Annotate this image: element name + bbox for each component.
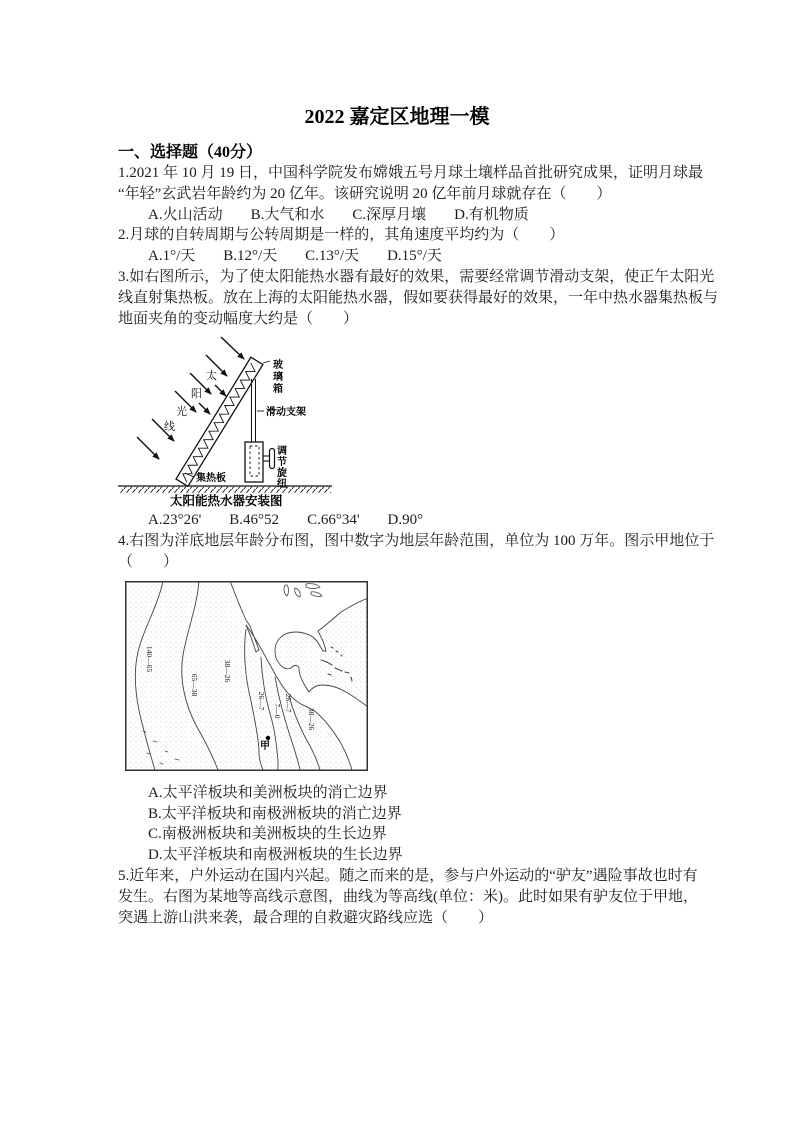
option-c: C.南极洲板块和美洲板块的生长边界	[148, 826, 387, 843]
adjuster-base-box	[245, 442, 275, 482]
question-5	[118, 866, 698, 928]
ray-char: 光	[176, 406, 187, 419]
band-label: 7—0	[273, 703, 282, 719]
question-text-line: 线直射集热板。放在上海的太阳能热水器，假如要获得最好的效果，一年中热水器集热板与	[118, 289, 719, 306]
question-text-line: 4.右图为洋底地层年龄分布图，图中数字为地层年龄范围，单位为 100 万年。图示甲地位于	[118, 533, 715, 550]
adjust-knob	[263, 449, 275, 469]
svg-text:纽: 纽	[277, 479, 287, 491]
question-text-line: 3.如右图所示，为了使太阳能热水器有最好的效果，需要经常调节滑动支架，使正午太阳光	[118, 268, 715, 285]
question-text-line: “年轻”玄武岩年龄约为 20 亿年。该研究说明 20 亿年前月球就存在（ ）	[118, 185, 612, 202]
point-jia-dot	[266, 736, 270, 740]
question-text-line: 5.近年来，户外运动在国内兴起。随之而来的是，参与户外运动的“驴友”遇险事故也时有	[118, 867, 698, 884]
band-label: 38—26	[223, 659, 232, 683]
sliding-bracket-pole	[252, 379, 256, 442]
option-a: A.太平洋板块和美洲板块的消亡边界	[148, 784, 388, 801]
solar-figure-caption: 太阳能热水器安装图	[170, 494, 283, 509]
option-c: C.深厚月壤	[352, 206, 427, 223]
solar-heater-diagram	[118, 335, 348, 493]
collector-plate-label: 集热板	[196, 473, 226, 485]
option-c: C.66°34'	[307, 512, 360, 529]
question-4-options	[118, 783, 698, 866]
svg-text:旋: 旋	[277, 468, 287, 480]
question-text-line: （ ）	[118, 553, 179, 570]
page-content	[0, 142, 794, 928]
option-d: D.15°/天	[387, 248, 442, 265]
figure-solar-heater	[118, 335, 698, 510]
page-title: 2022 嘉定区地理一模	[304, 106, 490, 128]
question-text-line: 2.月球的自转周期与公转周期是一样的，其角速度平均约为（ ）	[118, 227, 565, 244]
question-4	[118, 531, 715, 866]
svg-text:璃: 璃	[273, 372, 283, 384]
option-b: B.12°/天	[223, 248, 278, 265]
ray-char: 阳	[191, 388, 202, 401]
ray-char: 线	[164, 421, 175, 434]
option-a: A.23°26'	[148, 512, 202, 529]
glass-box-label	[273, 358, 284, 395]
option-b: B.太平洋板块和南极洲板块的消亡边界	[148, 805, 402, 822]
ray-char: 太	[206, 370, 217, 383]
sun-ray-label	[164, 368, 217, 433]
figure-ocean-age-map	[125, 581, 698, 771]
question-3	[118, 267, 719, 531]
option-d: D.90°	[387, 512, 424, 529]
option-c: C.13°/天	[305, 248, 360, 265]
option-b: B.46°52	[229, 512, 280, 529]
question-text-line: 地面夹角的变动幅度大约是（ ）	[118, 310, 359, 327]
question-1	[118, 163, 704, 225]
band-label: 65—38	[190, 673, 199, 697]
option-a: A.1°/天	[148, 248, 196, 265]
band-label: 140—65	[145, 645, 154, 672]
option-b: B.大气和水	[250, 206, 325, 223]
option-a: A.火山活动	[148, 206, 223, 223]
question-text-line: 1.2021 年 10 月 19 日，中国科学院发布嫦娥五号月球土壤样品首批研究成果，证明月球最	[118, 165, 704, 181]
band-label: 38—26	[307, 707, 316, 731]
question-text-line: 发生。右图为某地等高线示意图，曲线为等高线(单位：米)。此时如果有驴友位于甲地，	[118, 888, 698, 905]
svg-text:箱: 箱	[273, 384, 283, 396]
ocean-age-map	[125, 581, 368, 771]
adjust-knob-label	[277, 444, 287, 490]
question-3-options	[118, 510, 698, 531]
question-2	[118, 225, 698, 267]
section-heading: 一、选择题（40分）	[118, 144, 263, 161]
band-label: 26—7	[257, 691, 266, 711]
svg-text:节: 节	[277, 457, 287, 469]
svg-text:玻: 玻	[273, 360, 283, 372]
band-label: 26—7	[284, 693, 293, 713]
ground-line	[118, 486, 332, 493]
question-1-options	[118, 205, 698, 226]
point-jia-label: 甲	[260, 740, 270, 752]
svg-text:调: 调	[277, 446, 287, 458]
option-d: D.太平洋板块和南极洲板块的生长边界	[148, 847, 403, 864]
option-d: D.有机物质	[454, 206, 529, 223]
question-text-line: 突遇上游山洪来袭，最合理的自救避灾路线应选（ ）	[118, 909, 494, 926]
question-2-options	[118, 246, 698, 267]
sliding-bracket-label: 滑动支架	[266, 407, 306, 419]
